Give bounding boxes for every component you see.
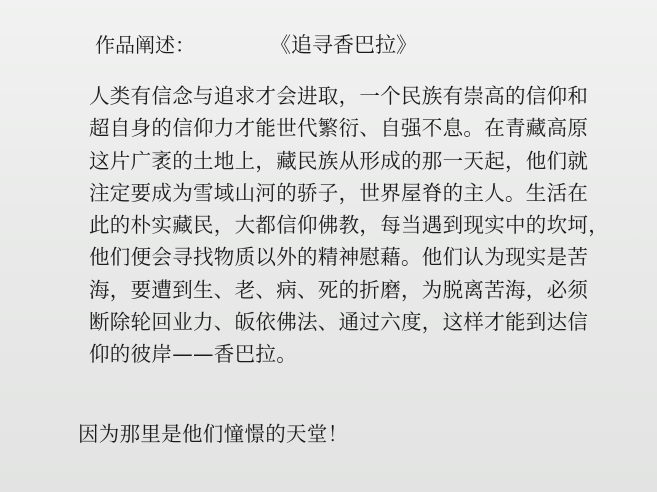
- description-paragraph: [89, 80, 619, 371]
- paragraph-line: 这片广袤的土地上，藏民族从形成的那一天起，他们就: [89, 148, 589, 173]
- paragraph-line: 此的朴实藏民，大都信仰佛教，每当遇到现实中的坎坷，: [89, 213, 609, 238]
- artwork-title: 《追寻香巴拉》: [270, 33, 417, 57]
- paragraph-line: 断除轮回业力、皈依佛法、通过六度，这样才能到达信: [89, 310, 589, 335]
- heading-label: 作品阐述：: [95, 33, 195, 57]
- paragraph-line: 仰的彼岸——香巴拉。: [89, 342, 297, 367]
- paragraph-line: 注定要成为雪域山河的骄子，世界屋脊的主人。生活在: [89, 180, 589, 205]
- paragraph-line: 超自身的信仰力才能世代繁衍、自强不息。在青藏高原: [89, 116, 589, 141]
- closing-line: 因为那里是他们憧憬的天堂！: [78, 422, 349, 446]
- paragraph-line: 人类有信念与追求才会进取，一个民族有崇高的信仰和: [89, 84, 589, 108]
- heading: [95, 30, 615, 60]
- paragraph-line: 他们便会寻找物质以外的精神慰藉。他们认为现实是苦: [89, 245, 589, 270]
- paragraph-line: 海，要遭到生、老、病、死的折磨，为脱离苦海，必须: [89, 277, 589, 302]
